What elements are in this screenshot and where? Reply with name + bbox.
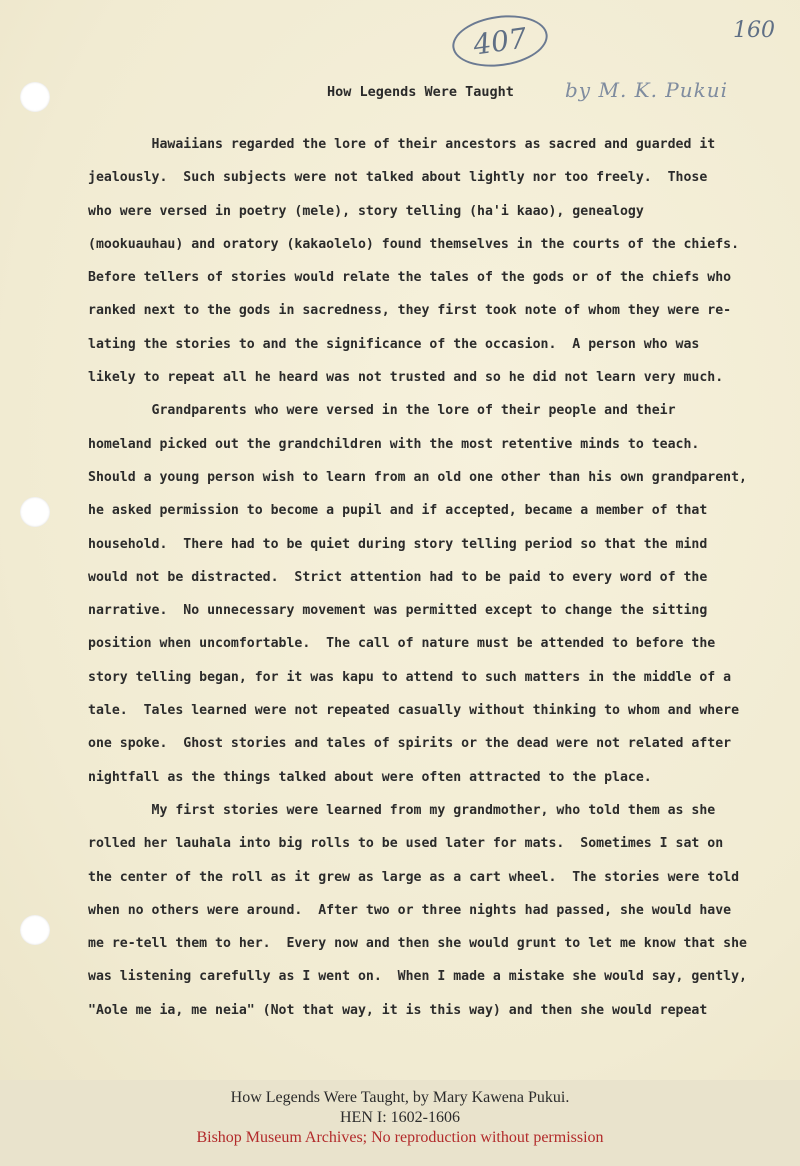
footer-reference: HEN I: 1602-1606 [340,1109,460,1126]
text-line: would not be distracted. Strict attention had to be paid to every word of the [88,569,708,585]
punch-hole-bottom [20,915,50,945]
text-line: ranked next to the gods in sacredness, they first took note of whom they were re- [88,303,732,319]
text-line: nightfall as the things talked about were often attracted to the place. [88,769,652,785]
text-line: Hawaiians regarded the lore of their ancestors as sacred and guarded it [88,137,716,152]
text-line: position when uncomfortable. The call of nature must be attended to before the [88,636,716,652]
circled-page-number [449,10,551,73]
text-line: he asked permission to become a pupil and if accepted, became a member of that [88,503,708,519]
punch-hole-middle [20,497,50,527]
text-line: me re-tell them to her. Every now and then she would grunt to let me know that she [88,936,747,952]
text-line: Before tellers of stories would relate the tales of the gods or of the chiefs who [88,270,732,286]
corner-archive-number: 160 [733,18,775,43]
typed-body-text [88,128,778,1027]
text-line: "Aole me ia, me neia" (Not that way, it is this way) and then she would repeat [88,1002,708,1018]
text-line: lating the stories to and the significance of the occasion. A person who was [88,336,700,352]
circled-page-number-text: 407 [471,20,529,62]
text-line: homeland picked out the grandchildren with the most retentive minds to teach. [88,436,700,452]
text-line: My first stories were learned from my grandmother, who told them as she [88,802,716,818]
text-line: household. There had to be quiet during story telling period so that the mind [88,536,708,552]
text-line: rolled her lauhala into big rolls to be used later for mats. Sometimes I sat on [88,836,724,852]
text-line: Should a young person wish to learn from an old one other than his own grandparent, [88,469,747,485]
footer-citation: How Legends Were Taught, by Mary Kawena Pukui. [230,1089,570,1106]
document-title: How Legends Were Taught [327,84,514,100]
text-line: one spoke. Ghost stories and tales of spirits or the dead were not related after [88,736,732,752]
text-line: story telling began, for it was kapu to attend to such matters in the middle of a [88,669,732,685]
text-line: narrative. No unnecessary movement was permitted except to change the sitting [88,603,708,619]
footer-copyright-notice: Bishop Museum Archives; No reproduction without permission [196,1129,604,1146]
text-line: (mookuauhau) and oratory (kakaolelo) found themselves in the courts of the chiefs. [88,236,740,252]
text-line: Grandparents who were versed in the lore of their people and their [88,403,676,419]
text-line: was listening carefully as I went on. When I made a mistake she would say, gently, [88,969,747,985]
text-line: likely to repeat all he heard was not trusted and so he did not learn very much. [88,370,724,386]
archive-footer [0,1080,800,1166]
text-line: who were versed in poetry (mele), story telling (ha'i kaao), genealogy [88,203,644,219]
text-line: tale. Tales learned were not repeated casually without thinking to whom and where [88,703,740,719]
punch-hole-top [20,82,50,112]
text-line: the center of the roll as it grew as large as a cart wheel. The stories were told [88,869,740,885]
text-line: when no others were around. After two or three nights had passed, she would have [88,902,732,918]
text-line: jealously. Such subjects were not talked about lightly nor too freely. Those [88,170,708,186]
handwritten-author-note: by M. K. Pukui [565,78,729,102]
